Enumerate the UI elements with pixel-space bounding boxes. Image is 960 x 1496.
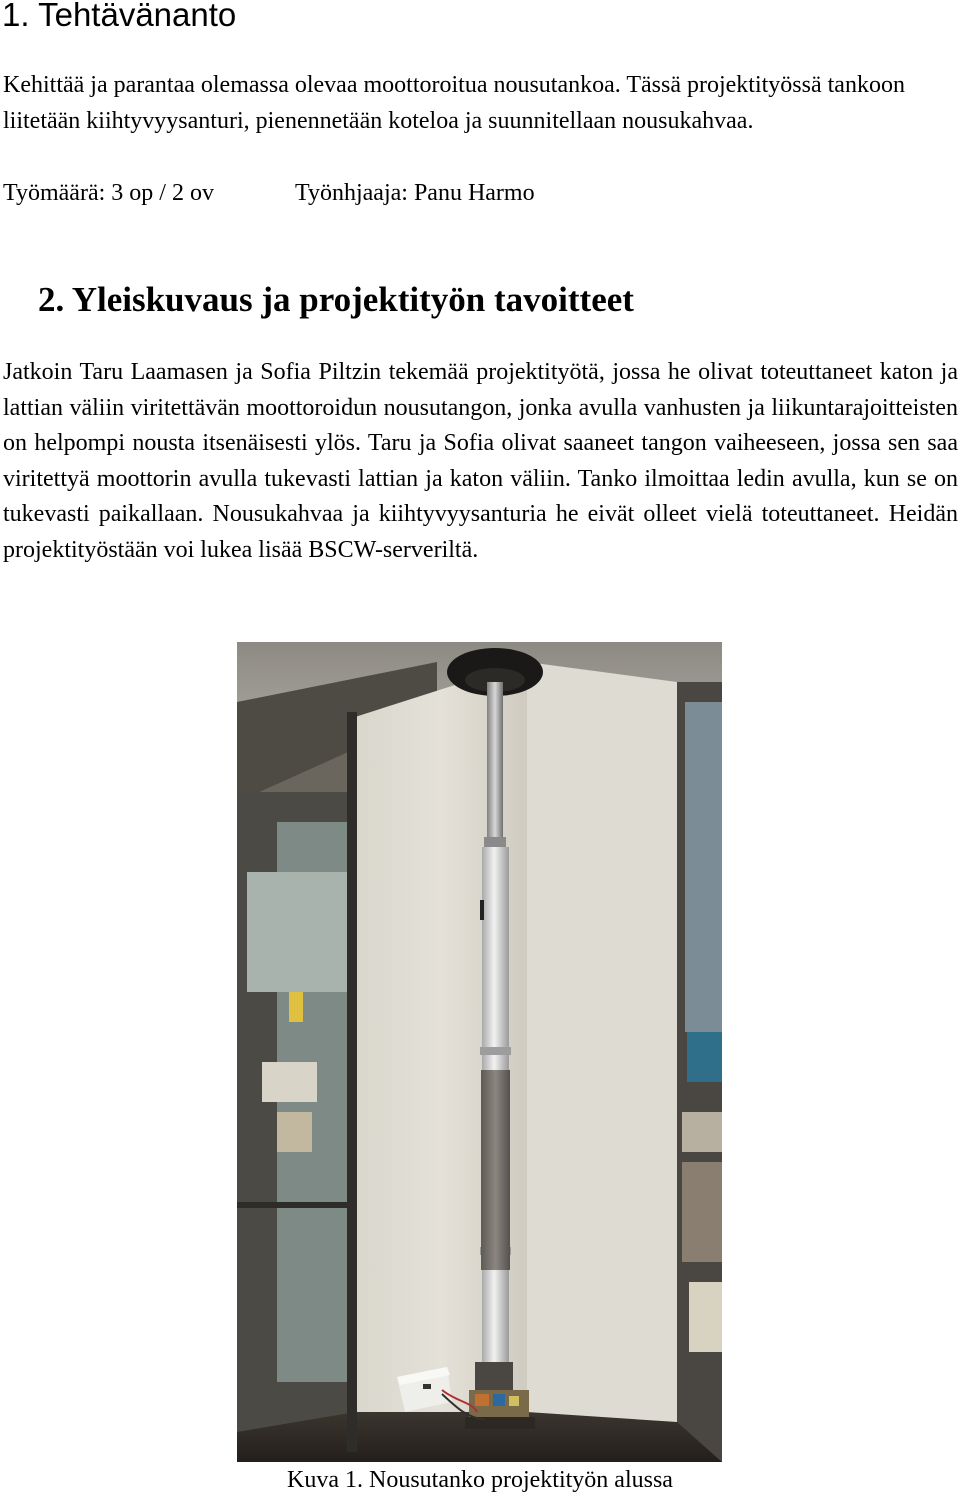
pole-photo-illustration [237,642,722,1462]
section-heading-tehtavananto: 1. Tehtävänanto [2,0,237,33]
description-paragraph: Jatkoin Taru Laamasen ja Sofia Piltzin tekemää projektityötä, jossa he olivat toteuttaneet katon ja lattian väliin viritettävän moottoroidun nousutangon, jonka avulla vanhusten ja liikuntarajoitteisten on helpompi nousta itsenäisesti ylös. Taru ja Sofia olivat saaneet tangon vaiheeseen, jossa sen saa viritettyä moottorin avulla tukevasti lattian ja katon väliin. Tanko ilmoittaa ledin avulla, kun se on tukevasti paikallaan. Nousukahvaa ja kiihtyvyysanturia he eivät olleet vielä toteuttaneet. Heidän projektityöstään voi lukea lisää BSCW-serveriltä. [3,359,958,563]
pole-photo [237,642,722,1462]
figure-caption: Kuva 1. Nousutanko projektityön alussa [287,1467,673,1493]
supervisor-text: Työnhjaaja: Panu Harmo [295,180,535,206]
section-heading-yleiskuvaus: 2. Yleiskuvaus ja projektityön tavoitteet [38,280,634,319]
meta-line [3,176,535,212]
intro-paragraph: Kehittää ja parantaa olemassa olevaa moottoroitua nousutankoa. Tässä projektityössä tankoon liitetään kiihtyvyysanturi, pienennetään koteloa ja suunnitellaan nousukahvaa. [3,72,905,134]
workload-text: Työmäärä: 3 op / 2 ov [3,180,214,206]
